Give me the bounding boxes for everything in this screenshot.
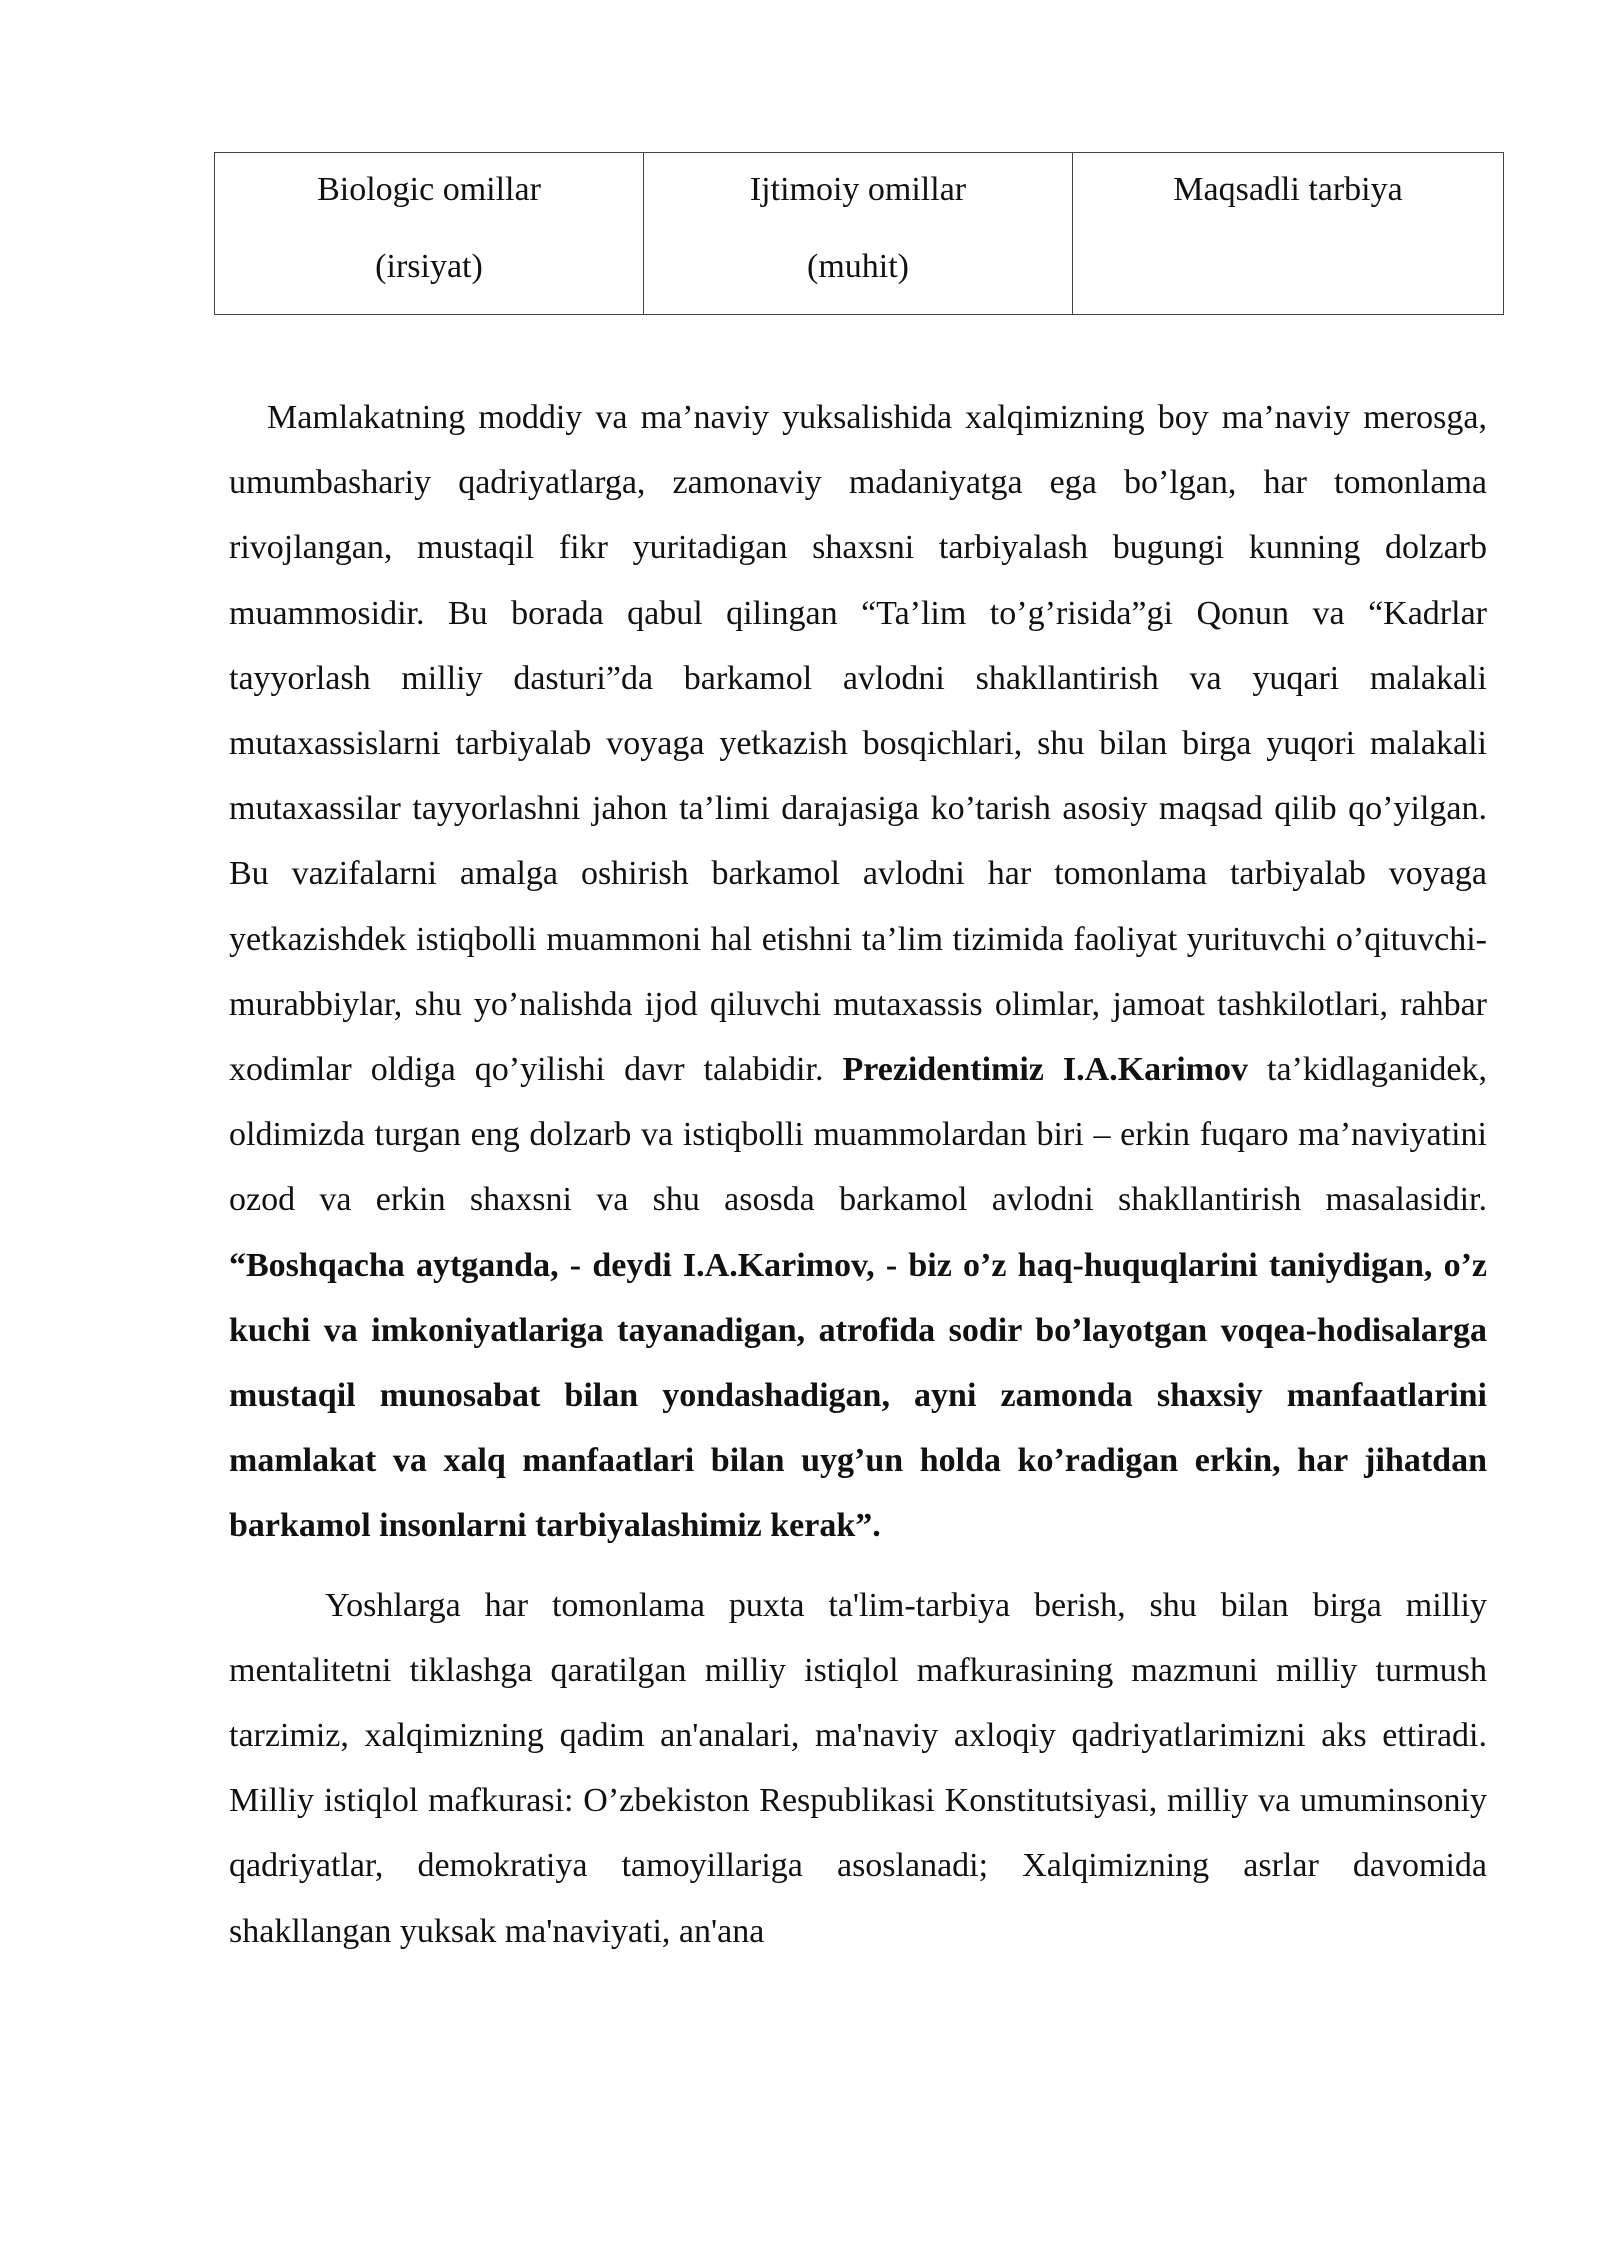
bold-name: Prezidentimiz I.A.Karimov	[842, 1051, 1248, 1089]
table-cell-biologic	[215, 153, 644, 315]
paragraph	[229, 1573, 1487, 1964]
table-cell-social	[644, 153, 1073, 315]
table-row	[215, 153, 1504, 315]
cell-subtitle: (muhit)	[807, 248, 909, 285]
table-cell-upbringing	[1073, 153, 1504, 315]
factors-table	[214, 152, 1504, 315]
paragraph-text: Yoshlarga har tomonlama puxta ta'lim-tarbiya berish, shu bilan birga milliy mentalitetni tiklashga qaratilgan milliy istiqlol mafkurasining mazmuni milliy turmush tarzimiz, xalqimizning qadim an'analari, ma'naviy axloqiy qadriyatlarimizni aks ettiradi. Milliy istiqlol mafkurasi: O’zbekiston Respublikasi Konstitutsiyasi, milliy va umuminsoniy qadriyatlar, demokratiya tamoyillariga asoslanadi; Xalqimizning asrlar davomida shakllangan yuksak ma'naviyati, an'ana	[229, 1586, 1487, 1950]
paragraph-text: ta’kidlaganidek, oldimizda turgan eng dolzarb va istiqbolli muammolardan biri – erkin fuqaro ma’naviyatini ozod va erkin shaxsni va shu asosda barkamol avlodni shakllantirish masalasidir.	[229, 1051, 1487, 1219]
paragraph-text: Mamlakatning moddiy va ma’naviy yuksalishida xalqimizning boy ma’naviy merosga, umumbashariy qadriyatlarga, zamonaviy madaniyatga ega bo’lgan, har tomonlama rivojlangan, mustaqil fikr yuritadigan shaxsni tarbiyalash bugungi kunning dolzarb muammosidir. Bu borada qabul qilingan “Ta’lim to’g’risida”gi Qonun va “Kadrlar tayyorlash milliy dasturi”da barkamol avlodni shakllantirish va yuqari malakali mutaxassislarni tarbiyalab voyaga yetkazish bosqichlari, shu bilan birga yuqori malakali mutaxassilar tayyorlashni jahon ta’limi darajasiga ko’tarish asosiy maqsad qilib qo’yilgan. Bu vazifalarni amalga oshirish barkamol avlodni har tomonlama tarbiyalab voyaga yetkazishdek istiqbolli muammoni hal etishni ta’lim tizimida faoliyat yurituvchi o’qituvchi-murabbiylar, shu yo’nalishda ijod qiluvchi mutaxassis olimlar, jamoat tashkilotlari, rahbar xodimlar oldiga qo’yilishi davr talabidir.	[229, 399, 1487, 1089]
cell-title: Ijtimoiy omillar	[749, 171, 967, 208]
bold-quote: “Boshqacha aytganda, - deydi I.A.Karimov, - biz o’z haq-huquqlarini taniydigan, o’z kuchi va imkoniyatlariga tayanadigan, atrofida sodir bo’layotgan voqea-hodisalarga mustaqil munosabat bilan yondashadigan, ayni zamonda shaxsiy manfaatlarini mamlakat va xalq manfaatlari bilan uyg’un holda ko’radigan erkin, har jihatdan barkamol insonlarni tarbiyalashimiz kerak”.	[229, 1246, 1487, 1545]
cell-subtitle: (irsiyat)	[375, 248, 483, 285]
cell-title: Biologic omillar	[317, 171, 541, 208]
paragraph	[229, 385, 1487, 1559]
cell-title: Maqsadli tarbiya	[1173, 171, 1403, 208]
body-text	[229, 385, 1487, 1964]
